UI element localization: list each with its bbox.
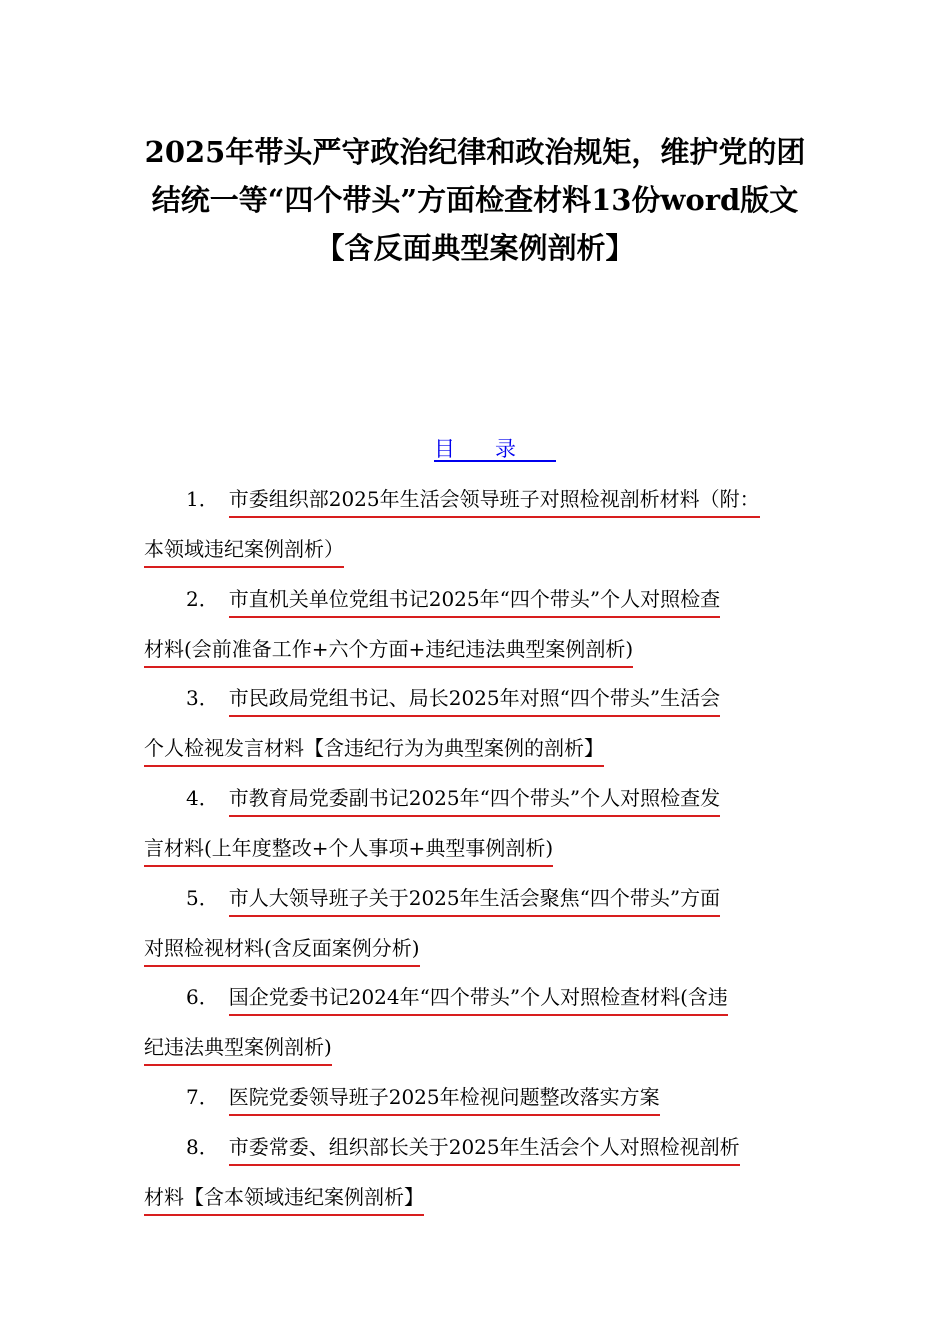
toc-entry-link-continued[interactable]: 纪违法典型案例剖析) — [144, 1034, 332, 1066]
toc-entry-link[interactable]: 医院党委领导班子2025年检视问题整改落实方案 — [229, 1084, 660, 1116]
toc-entry-link-continued[interactable]: 个人检视发言材料【含违纪行为为典型案例的剖析】 — [144, 735, 604, 767]
toc-heading[interactable] — [0, 434, 950, 464]
toc-entry-link-continued[interactable]: 材料【含本领域违纪案例剖析】 — [144, 1184, 424, 1216]
toc-entry-number: 4． — [186, 786, 219, 810]
toc-entry-link[interactable]: 市直机关单位党组书记2025年“四个带头”个人对照检查 — [229, 586, 720, 618]
toc-entry-link[interactable]: 国企党委书记2024年“四个带头”个人对照检查材料(含违 — [229, 984, 728, 1016]
toc-entry-number: 3． — [186, 686, 219, 710]
document-title — [120, 128, 830, 272]
toc-entry-link-continued[interactable]: 对照检视材料(含反面案例分析) — [144, 935, 420, 967]
toc-entry-number: 7． — [186, 1085, 219, 1109]
title-line-1: 2025年带头严守政治纪律和政治规矩，维护党的团 — [144, 135, 806, 169]
toc-entry-link-continued[interactable]: 本领域违纪案例剖析） — [144, 536, 344, 568]
toc-entry-link[interactable]: 市委组织部2025年生活会领导班子对照检视剖析材料（附： — [229, 486, 760, 518]
toc-entry-link[interactable]: 市人大领导班子关于2025年生活会聚焦“四个带头”方面 — [229, 885, 720, 917]
toc-entry-number: 1． — [186, 487, 219, 511]
toc-entry-link[interactable]: 市教育局党委副书记2025年“四个带头”个人对照检查发 — [229, 785, 720, 817]
toc-entry-number: 5． — [186, 886, 219, 910]
toc-entry-link-continued[interactable]: 材料(会前准备工作+六个方面+违纪违法典型案例剖析) — [144, 636, 633, 668]
title-line-2: 结统一等“四个带头”方面检查材料13份word版文 — [151, 183, 799, 217]
toc-entry-link[interactable]: 市民政局党组书记、局长2025年对照“四个带头”生活会 — [229, 685, 720, 717]
toc-entry-number: 6． — [186, 985, 219, 1009]
toc-entry-link-continued[interactable]: 言材料(上年度整改+个人事项+典型事例剖析) — [144, 835, 553, 867]
toc-entry-link[interactable]: 市委常委、组织部长关于2025年生活会个人对照检视剖析 — [229, 1134, 740, 1166]
toc-entry-number: 8． — [186, 1135, 219, 1159]
toc-entry-number: 2． — [186, 587, 219, 611]
toc-heading-link[interactable]: 目录 — [434, 437, 556, 461]
title-line-3: 【含反面典型案例剖析】 — [315, 231, 635, 265]
